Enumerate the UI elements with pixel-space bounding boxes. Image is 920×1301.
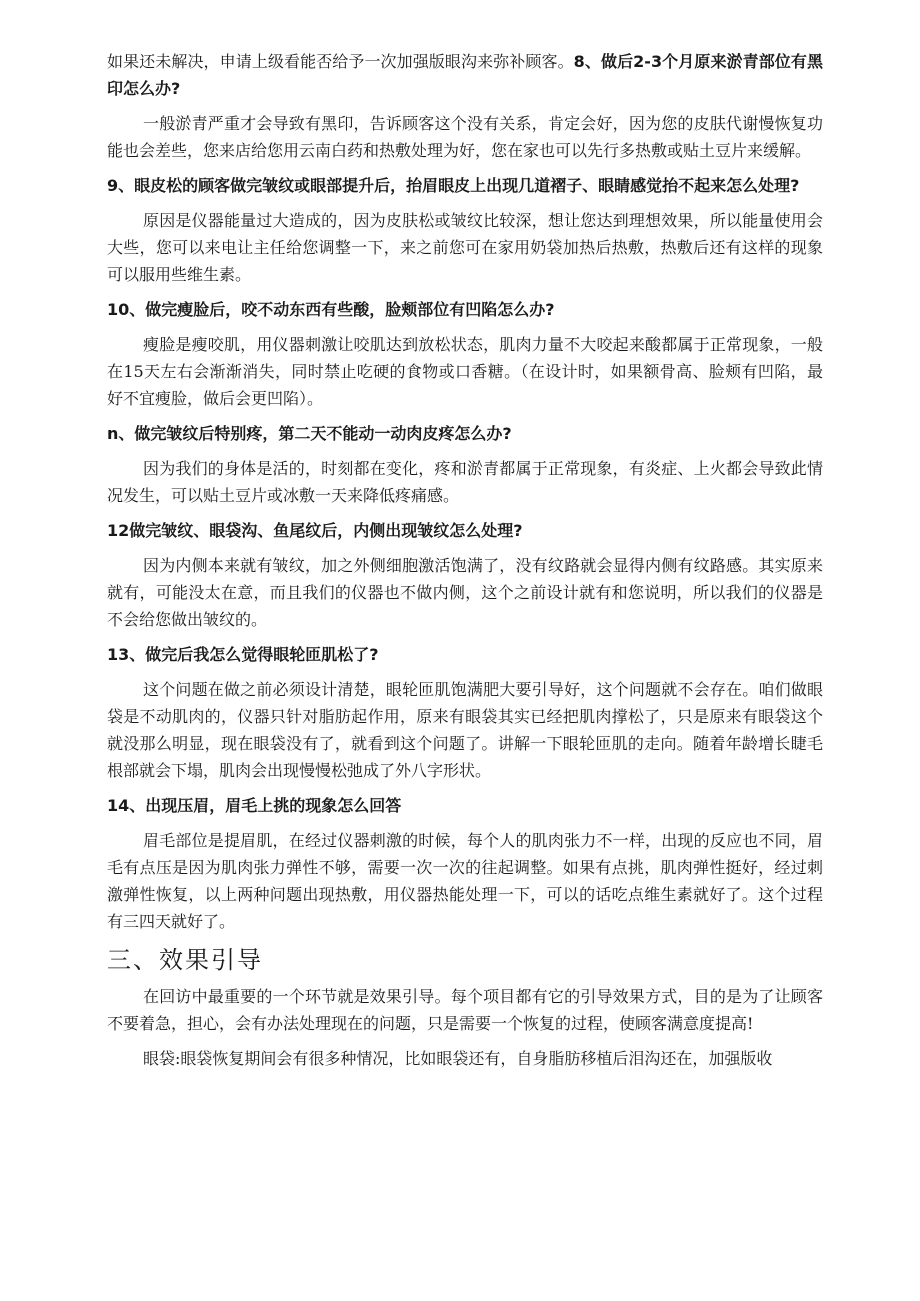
paragraph-continued [107,48,823,102]
answer-10: 瘦脸是瘦咬肌，用仪器刺激让咬肌达到放松状态，肌肉力量不大咬起来酸都属于正常现象，一般在15天左右会渐渐消失，同时禁止吃硬的食物或口香糖。（在设计时，如果额骨高、脸颊有凹陷，最好不宜瘦脸，做后会更凹陷）。 [107,335,823,408]
section-heading-effect-guidance: 三、效果引导 [107,946,263,974]
eye-bag-label: 眼袋: [143,1049,181,1068]
question-10: 10、做完瘦脸后，咬不动东西有些酸，脸颊部位有凹陷怎么办? [107,300,555,319]
answer-9: 原因是仪器能量过大造成的，因为皮肤松或皱纹比较深，想让您达到理想效果，所以能量使用会大些，您可以来电让主任给您调整一下，来之前您可在家用奶袋加热后热敷，热敷后还有这样的现象可以服用些维生素。 [107,211,823,284]
answer-8: 一般淤青严重才会导致有黑印，告诉顾客这个没有关系，肯定会好，因为您的皮肤代谢慢恢复功能也会差些，您来店给您用云南白药和热敷处理为好，您在家也可以先行多热敷或贴土豆片来缓解。 [107,114,823,160]
answer-13: 这个问题在做之前必须设计清楚，眼轮匝肌饱满肥大要引导好，这个问题就不会存在。咱们做眼袋是不动肌肉的，仪器只针对脂肪起作用，原来有眼袋其实已经把肌肉撑松了，只是原来有眼袋这个就没那么明显，现在眼袋没有了，就看到这个问题了。讲解一下眼轮匝肌的走向。随着年龄增长睫毛根部就会下塌，肌肉会出现慢慢松弛成了外八字形状。 [107,680,823,780]
question-9: 9、眼皮松的顾客做完皱纹或眼部提升后，抬眉眼皮上出现几道褶子、眼睛感觉抬不起来怎么处理? [107,176,800,195]
paragraph-text: 如果还未解决，申请上级看能否给予一次加强版眼沟来弥补顾客。 [107,52,574,71]
section-paragraph-1: 在回访中最重要的一个环节就是效果引导。每个项目都有它的引导效果方式，目的是为了让顾客不要着急，担心，会有办法处理现在的问题，只是需要一个恢复的过程，使顾客满意度提高! [107,987,823,1033]
eye-bag-text: 眼袋恢复期间会有很多种情况，比如眼袋还有，自身脂肪移植后泪沟还在，加强版收 [180,1049,773,1068]
question-8: 8、做后2-3个月原来淤青部位有黑印怎么办? [107,52,823,98]
document-page [107,48,823,1080]
question-11: n、做完皱纹后特别疼，第二天不能动一动肉皮疼怎么办? [107,424,512,443]
question-13: 13、做完后我怎么觉得眼轮匝肌松了? [107,645,379,664]
answer-11: 因为我们的身体是活的，时刻都在变化，疼和淤青都属于正常现象，有炎症、上火都会导致此情况发生，可以贴土豆片或冰敷一天来降低疼痛感。 [107,459,823,505]
question-14: 14、出现压眉，眉毛上挑的现象怎么回答 [107,796,402,815]
section-paragraph-2 [107,1045,823,1072]
answer-12: 因为内侧本来就有皱纹，加之外侧细胞激活饱满了，没有纹路就会显得内侧有纹路感。其实原来就有，可能没太在意，而且我们的仪器也不做内侧，这个之前设计就有和您说明，所以我们的仪器是不会给您做出皱纹的。 [107,556,823,629]
answer-14: 眉毛部位是提眉肌，在经过仪器刺激的时候，每个人的肌肉张力不一样，出现的反应也不同，眉毛有点压是因为肌肉张力弹性不够，需要一次一次的往起调整。如果有点挑，肌肉弹性挺好，经过刺激弹性恢复，以上两种问题出现热敷，用仪器热能处理一下，可以的话吃点维生素就好了。这个过程有三四天就好了。 [107,831,823,931]
question-12: 12做完皱纹、眼袋沟、鱼尾纹后，内侧出现皱纹怎么处理? [107,521,523,540]
